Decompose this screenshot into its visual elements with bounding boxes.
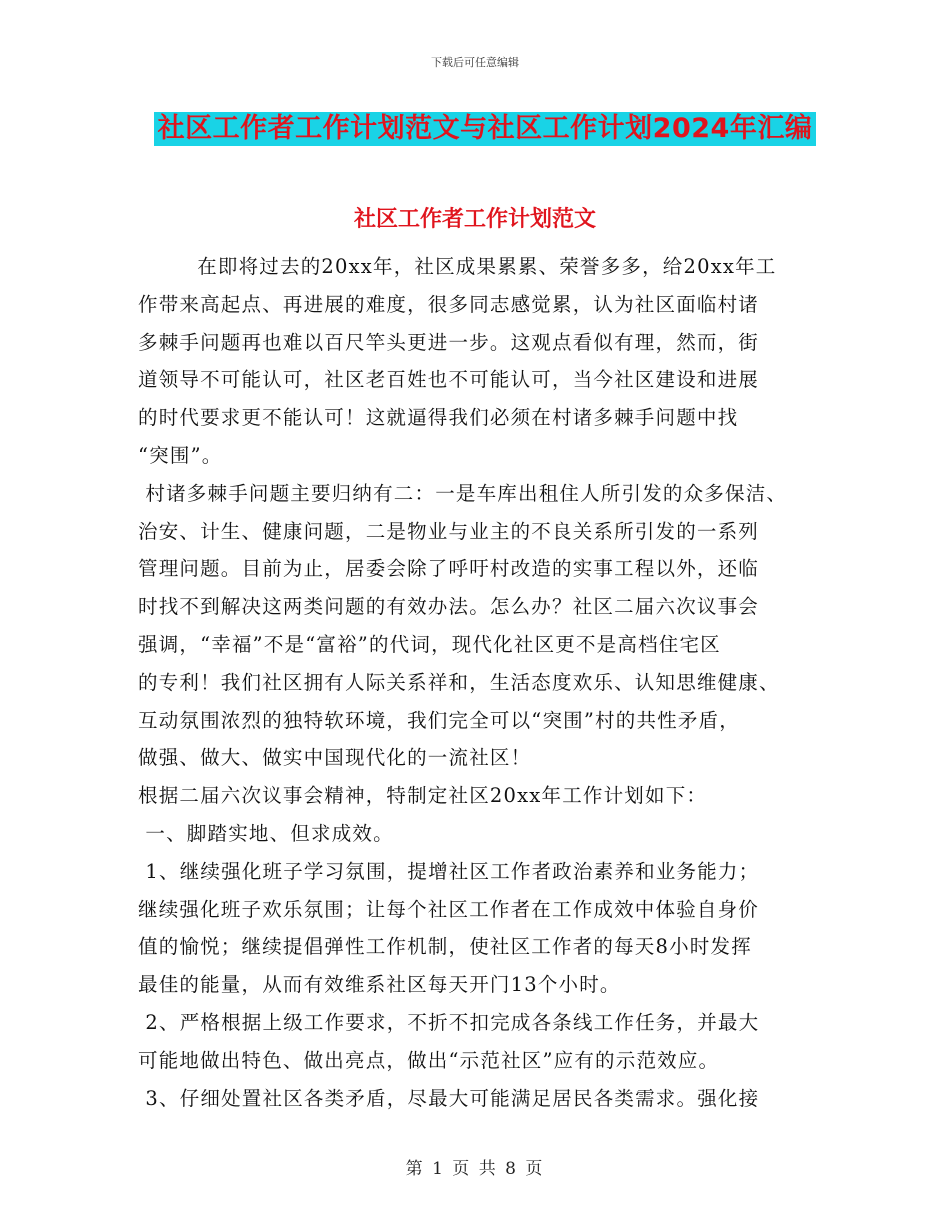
- page-footer: 第 1 页 共 8 页: [405, 1159, 545, 1179]
- page-header-note: 下载后可任意编辑: [431, 56, 519, 69]
- paragraph-line: 一、脚踏实地、但求成效。: [138, 821, 394, 845]
- title-container: [0, 112, 950, 146]
- document-body: [138, 252, 828, 1121]
- paragraph-line: 值的愉悦；继续提倡弹性工作机制，使社区工作者的每天8小时发挥: [138, 935, 752, 959]
- paragraph-line: 做强、做大、做实中国现代化的一流社区！: [138, 746, 532, 770]
- paragraph-line: 道领导不可能认可，社区老百姓也不可能认可，当今社区建设和进展: [138, 368, 760, 392]
- paragraph-line: 可能地做出特色、做出亮点，做出“示范社区”应有的示范效应。: [138, 1048, 720, 1072]
- paragraph-line: 时找不到解决这两类问题的有效办法。怎么办？社区二届六次议事会: [138, 595, 760, 619]
- paragraph-line: 作带来高起点、再进展的难度，很多同志感觉累，认为社区面临村诸: [138, 292, 760, 316]
- paragraph-line: “突围”。: [138, 443, 223, 467]
- paragraph-line: 互动氛围浓烈的独特软环境，我们完全可以“突围”村的共性矛盾，: [138, 708, 740, 732]
- paragraph-line: 根据二届六次议事会精神，特制定社区20xx年工作计划如下：: [138, 784, 708, 808]
- paragraph-line: 继续强化班子欢乐氛围；让每个社区工作者在工作成效中体验自身价: [138, 897, 760, 921]
- paragraph-line: 最佳的能量，从而有效维系社区每天开门13个小时。: [138, 973, 621, 997]
- document-subtitle: 社区工作者工作计划范文: [353, 207, 596, 232]
- paragraph-line: 强调，“幸福”不是“富裕”的代词，现代化社区更不是高档住宅区: [138, 632, 721, 656]
- paragraph-line: 治安、计生、健康问题，二是物业与业主的不良关系所引发的一系列: [138, 519, 760, 543]
- paragraph-line: 3、仔细处置社区各类矛盾，尽最大可能满足居民各类需求。强化接: [138, 1086, 760, 1110]
- paragraph-line: 的时代要求更不能认可！这就逼得我们必须在村诸多棘手问题中找: [138, 406, 739, 430]
- paragraph-line: 在即将过去的20xx年，社区成果累累、荣誉多多，给20xx年工: [138, 255, 777, 278]
- paragraph-line: 村诸多棘手问题主要归纳有二：一是车库出租住人所引发的众多保洁、: [138, 481, 788, 505]
- paragraph-line: 1、继续强化班子学习氛围，提增社区工作者政治素养和业务能力；: [138, 859, 760, 883]
- document-title: 社区工作者工作计划范文与社区工作计划2024年汇编: [154, 112, 817, 146]
- paragraph-line: 的专利！我们社区拥有人际关系祥和，生活态度欢乐、认知思维健康、: [138, 670, 780, 694]
- paragraph-line: 2、严格根据上级工作要求，不折不扣完成各条线工作任务，并最大: [138, 1010, 760, 1034]
- paragraph-line: 管理问题。目前为止，居委会除了呼吁村改造的实事工程以外，还临: [138, 557, 760, 581]
- paragraph-line: 多棘手问题再也难以百尺竿头更进一步。这观点看似有理，然而，街: [138, 330, 760, 354]
